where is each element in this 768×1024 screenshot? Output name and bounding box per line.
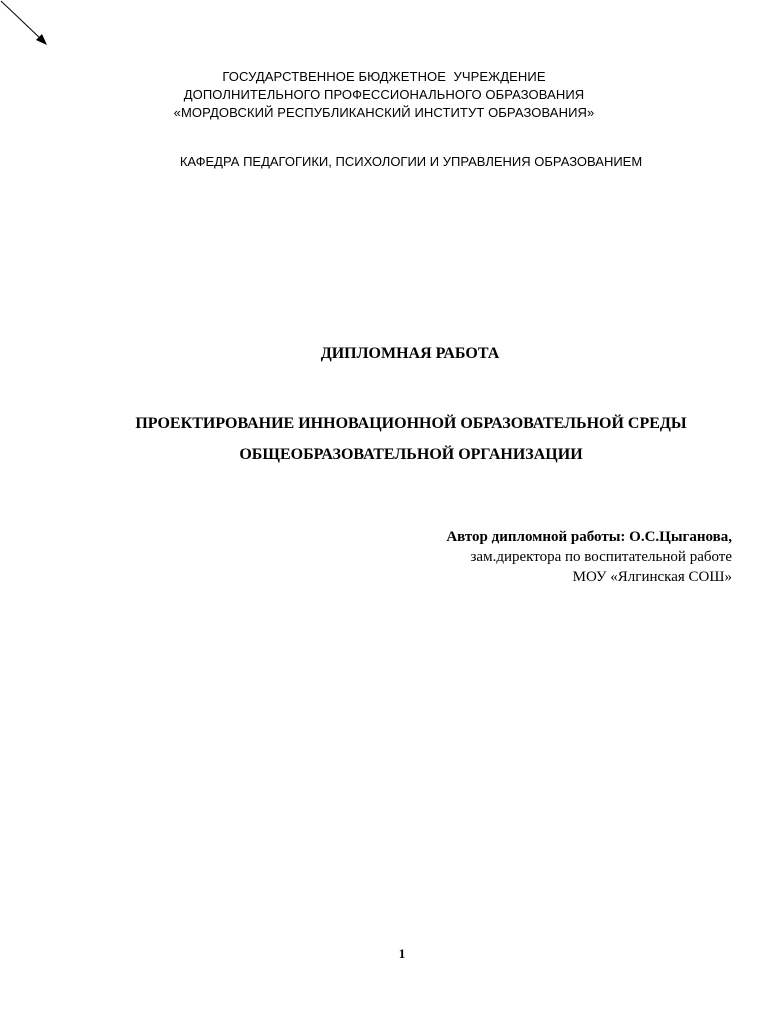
author-organization: МОУ «Ялгинская СОШ» xyxy=(572,569,732,585)
institution-line: «МОРДОВСКИЙ РЕСПУБЛИКАНСКИЙ ИНСТИТУТ ОБРАЗОВАНИЯ» xyxy=(173,105,595,120)
author-line: Автор дипломной работы: О.С.Цыганова, xyxy=(446,529,732,545)
document-title-line: ОБЩЕОБРАЗОВАТЕЛЬНОЙ ОРГАНИЗАЦИИ xyxy=(239,446,583,463)
document-title xyxy=(0,408,768,470)
institution-line: ГОСУДАРСТВЕННОЕ БЮДЖЕТНОЕ УЧРЕЖДЕНИЕ xyxy=(222,69,546,84)
arrow-down-right-icon xyxy=(0,0,60,60)
page-number: 1 xyxy=(398,946,406,961)
institution-name xyxy=(0,68,768,122)
document-type: ДИПЛОМНАЯ РАБОТА xyxy=(320,345,500,362)
department-name: КАФЕДРА ПЕДАГОГИКИ, ПСИХОЛОГИИ И УПРАВЛЕНИЯ ОБРАЗОВАНИЕМ xyxy=(179,154,643,169)
author-position: зам.директора по воспитательной работе xyxy=(470,549,732,565)
institution-line: ДОПОЛНИТЕЛЬНОГО ПРОФЕССИОНАЛЬНОГО ОБРАЗОВАНИЯ xyxy=(183,87,585,102)
author-block xyxy=(446,527,732,587)
document-title-line: ПРОЕКТИРОВАНИЕ ИННОВАЦИОННОЙ ОБРАЗОВАТЕЛЬНОЙ СРЕДЫ xyxy=(135,415,687,432)
